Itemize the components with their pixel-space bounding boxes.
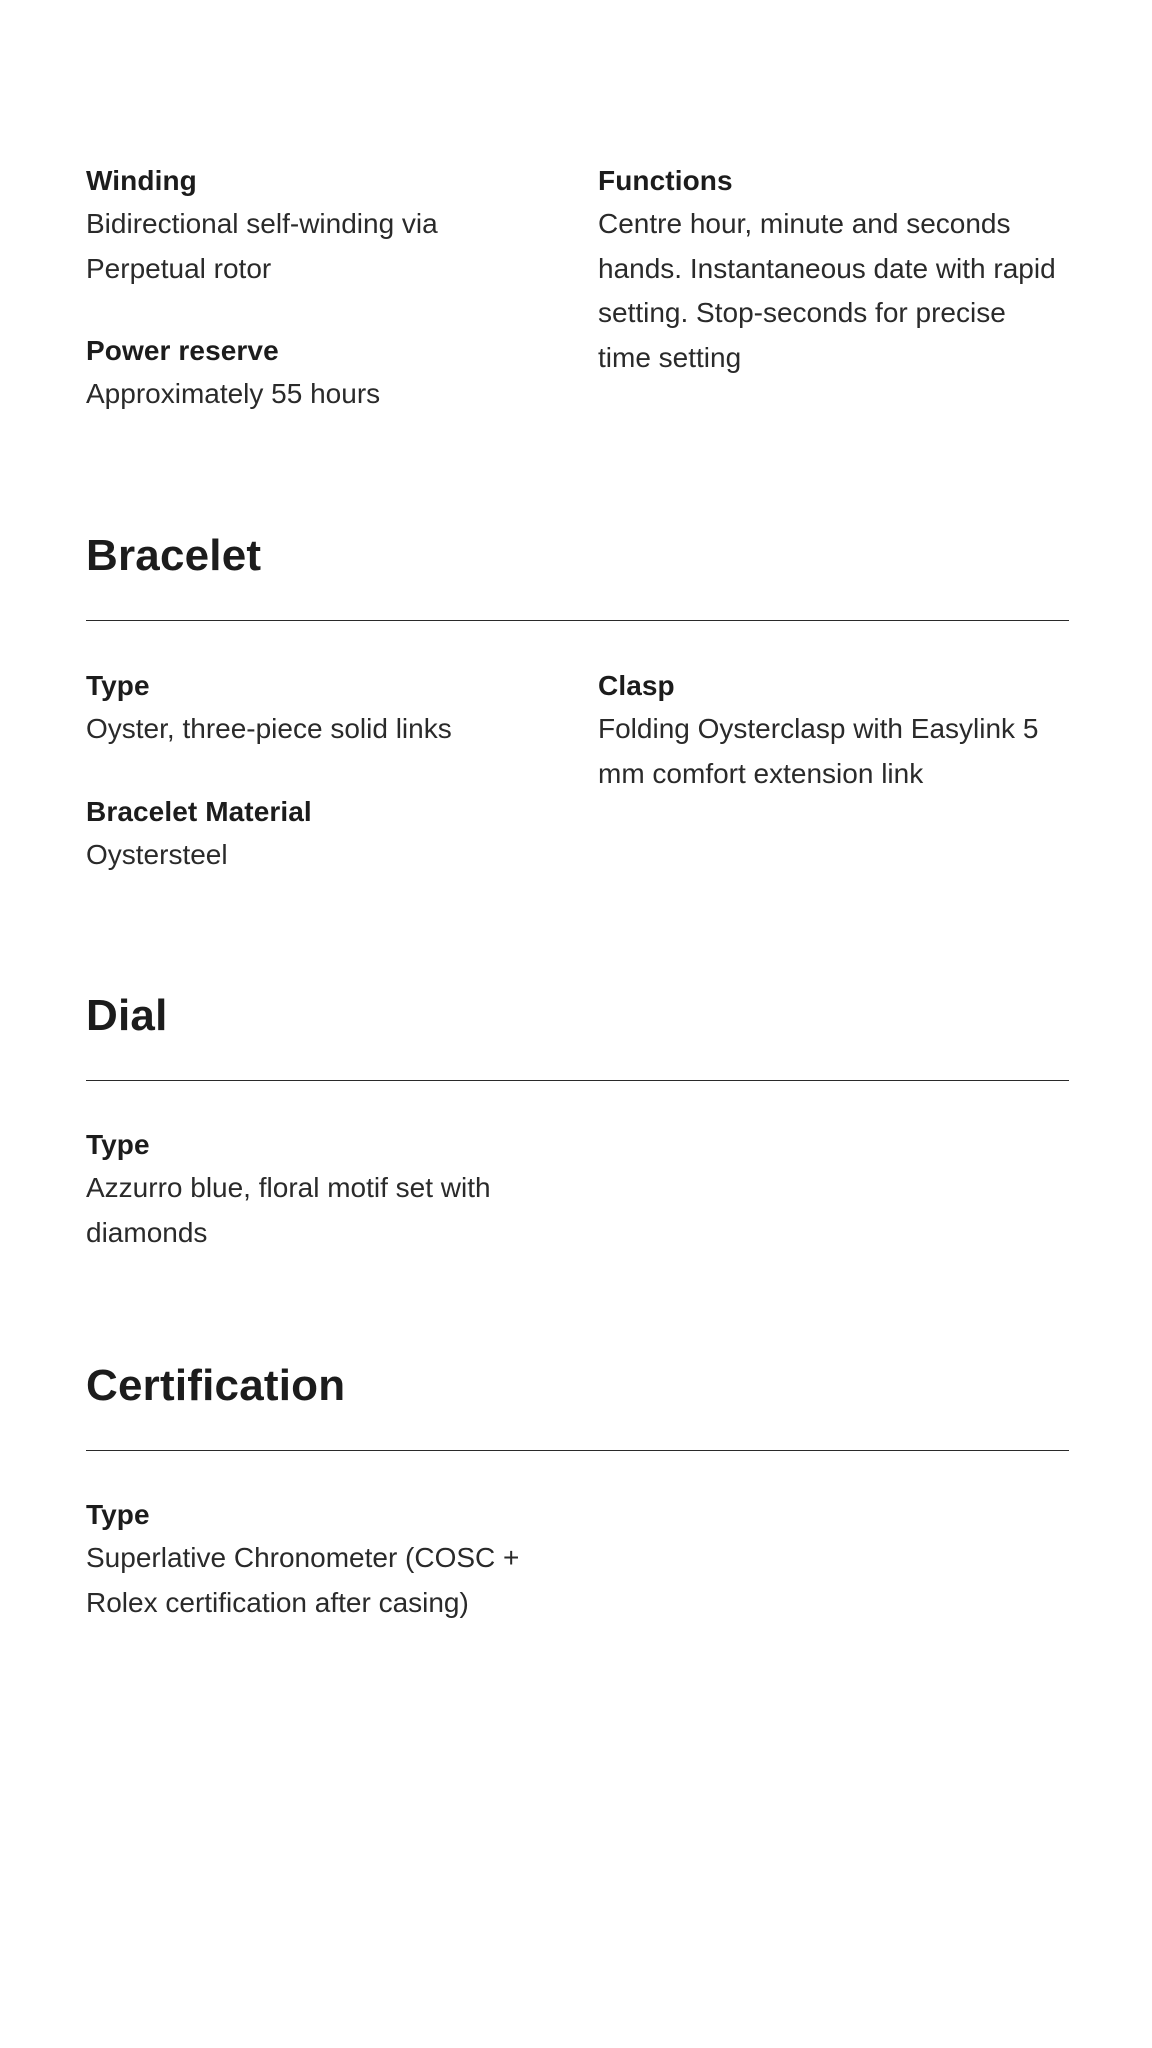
dial-specs-left-column bbox=[86, 1127, 546, 1297]
spec-label: Winding bbox=[86, 165, 197, 196]
bracelet-specs-left-column bbox=[86, 668, 546, 919]
spec-label: Type bbox=[86, 1499, 150, 1530]
spec-value: Superlative Chronometer (COSC + Rolex certification after casing) bbox=[86, 1542, 520, 1618]
spec-value: Oyster, three-piece solid links bbox=[86, 713, 452, 744]
spec-functions bbox=[598, 163, 1058, 380]
spec-dial-type bbox=[86, 1127, 546, 1255]
spec-power-reserve bbox=[86, 333, 546, 417]
section-title-dial: Dial bbox=[86, 991, 168, 1040]
spec-label: Functions bbox=[598, 165, 733, 196]
section-divider bbox=[86, 1450, 1069, 1451]
spec-bracelet-material bbox=[86, 794, 546, 878]
spec-value: Centre hour, minute and seconds hands. Instantaneous date with rapid setting. Stop-seconds for precise time setting bbox=[598, 208, 1056, 373]
spec-label: Power reserve bbox=[86, 335, 279, 366]
spec-label: Type bbox=[86, 1129, 150, 1160]
spec-certification-type bbox=[86, 1497, 546, 1625]
spec-label: Type bbox=[86, 670, 150, 701]
spec-value: Folding Oysterclasp with Easylink 5 mm comfort extension link bbox=[598, 713, 1039, 789]
certification-specs-left-column bbox=[86, 1497, 546, 1667]
spec-label: Bracelet Material bbox=[86, 795, 312, 827]
spec-winding bbox=[86, 163, 546, 291]
spec-bracelet-type bbox=[86, 668, 546, 752]
spec-value: Bidirectional self-winding via Perpetual rotor bbox=[86, 208, 438, 284]
spec-value: Azzurro blue, floral motif set with diamonds bbox=[86, 1172, 491, 1248]
spec-value: Oystersteel bbox=[86, 838, 228, 870]
section-divider bbox=[86, 620, 1069, 621]
section-divider bbox=[86, 1080, 1069, 1081]
section-title-bracelet: Bracelet bbox=[86, 531, 262, 580]
spec-value: Approximately 55 hours bbox=[86, 378, 381, 409]
specifications-page bbox=[86, 0, 1069, 2048]
movement-specs-right-column bbox=[598, 163, 1058, 422]
spec-clasp bbox=[598, 668, 1058, 796]
spec-label: Clasp bbox=[598, 670, 675, 701]
bracelet-specs-right-column bbox=[598, 668, 1058, 838]
movement-specs-left-column bbox=[86, 163, 546, 459]
section-title-certification: Certification bbox=[86, 1361, 346, 1410]
